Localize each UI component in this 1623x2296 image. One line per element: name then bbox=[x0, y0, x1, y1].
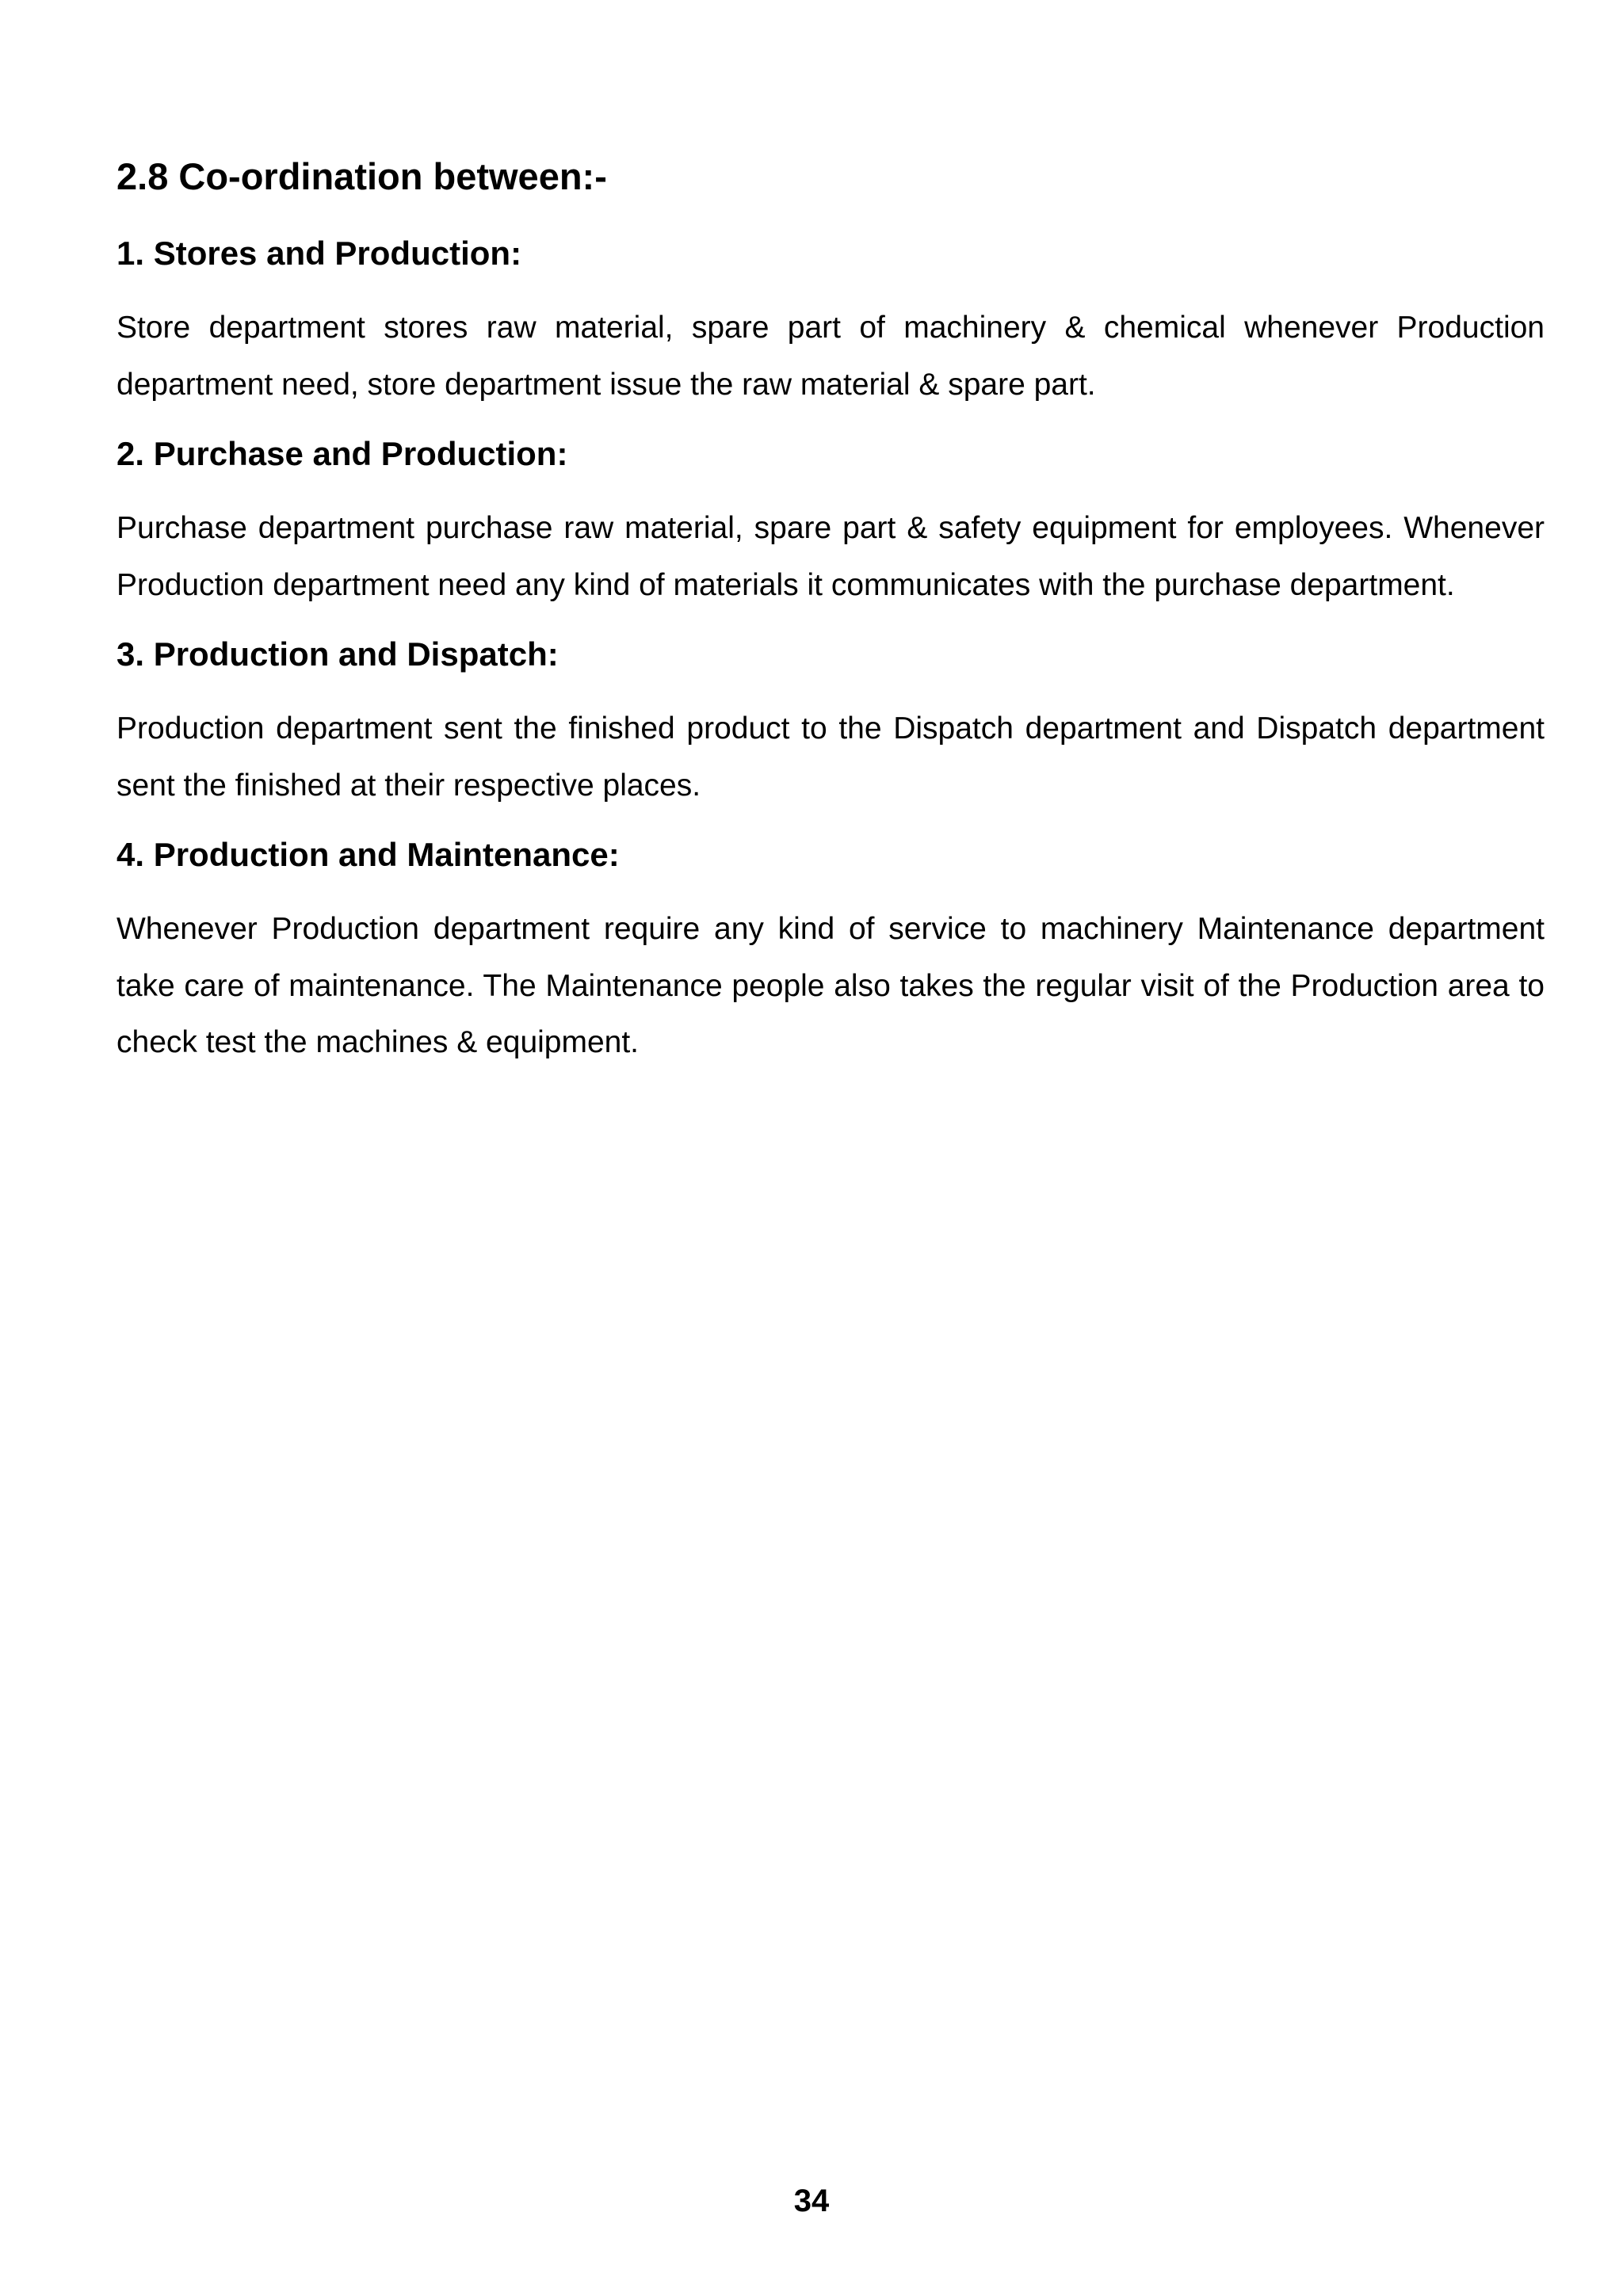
section-stores-production bbox=[116, 230, 1545, 413]
page-content bbox=[116, 151, 1545, 1089]
section-production-maintenance bbox=[116, 831, 1545, 1071]
subsection-title: 1. Stores and Production: bbox=[116, 235, 522, 272]
page-number: 34 bbox=[793, 2183, 830, 2218]
section-heading: 2.8 Co-ordination between:- bbox=[116, 155, 607, 197]
paragraph: Production department sent the finished product to the Dispatch department and Dispatch department sent the finished at their respective places. bbox=[116, 711, 1545, 803]
section-purchase-production bbox=[116, 430, 1545, 613]
paragraph: Whenever Production department require any kind of service to machinery Maintenance department take care of maintenance. The Maintenance people also takes the regular visit of the Production area to check test the machines & equipment. bbox=[116, 912, 1545, 1059]
subsection-title: 2. Purchase and Production: bbox=[116, 435, 568, 472]
paragraph: Store department stores raw material, spare part of machinery & chemical whenever Production department need, store department issue the raw material & spare part. bbox=[116, 311, 1545, 402]
subsection-title: 3. Production and Dispatch: bbox=[116, 635, 559, 673]
section-production-dispatch bbox=[116, 631, 1545, 814]
subsection-title: 4. Production and Maintenance: bbox=[116, 836, 620, 873]
paragraph: Purchase department purchase raw material, spare part & safety equipment for employees. Whenever Production department need any kind of materials it communicates with the purchase department. bbox=[116, 511, 1545, 602]
